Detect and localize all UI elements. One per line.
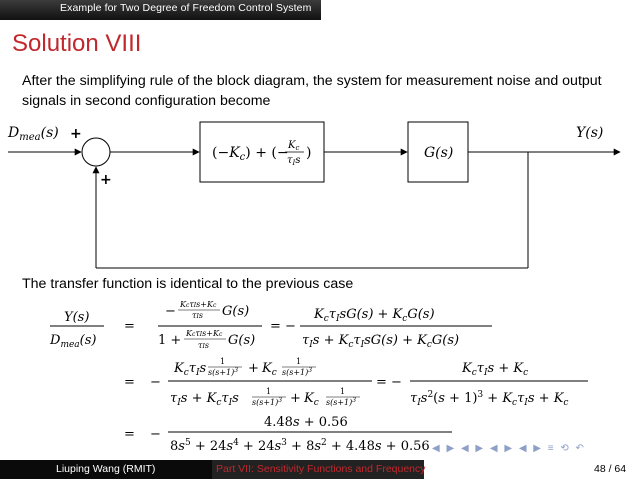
- svg-text:=: =: [124, 427, 135, 442]
- svg-text:=: =: [124, 319, 135, 334]
- equation-block: [0, 300, 638, 460]
- svg-text:1: 1: [340, 387, 346, 396]
- svg-text:KcτIs+Kc: KcτIs+Kc: [180, 300, 217, 309]
- beamer-nav-icons[interactable]: ◀ ▶ ◀ ▶ ◀ ▶ ◀ ▶ ≡ ⟲ ↶: [432, 443, 586, 454]
- svg-text:Kc: $K_c$: [262, 361, 277, 378]
- svg-text:s(s+1)3: $s(s+1)^3$: [208, 367, 239, 377]
- svg-text:Kc: $K_c$: [304, 391, 319, 408]
- summing-junction: [82, 138, 110, 166]
- svg-text:s(s+1)3: $s(s+1)^3$: [326, 397, 357, 407]
- svg-text:1: 1: [296, 357, 302, 366]
- svg-text:1 +: 1 +: [158, 333, 182, 348]
- svg-text:KcτIsG(s) + KcG(s): $K_c\tau_IsG(s) + K_cG(s)$: [314, 307, 435, 324]
- svg-text:s(s+1)3: $s(s+1)^3$: [252, 397, 283, 407]
- svg-text:−: −: [150, 375, 161, 390]
- svg-text:Y(s): Y(s): [64, 310, 90, 325]
- svg-text:KcτIs + Kc: $K_c\tau_Is + K_c$: [462, 361, 529, 378]
- svg-text:Kc: $K_c$: [288, 140, 300, 152]
- svg-text:−: −: [165, 304, 176, 319]
- transfer-function-statement: The transfer function is identical to the previous case: [22, 276, 354, 292]
- svg-text:τIs: τIs: [198, 341, 209, 350]
- intro-text: After the simplifying rule of the block diagram, the system for measurement noise and output signals in second configuration become: [22, 73, 602, 109]
- svg-text:8s5 + 24s4 + 24s3 + 8s2 + 4.48: $8s^5 + 24s^4 + 24s^3 + 8s^2 + 4.48s + 0.56$: [170, 438, 430, 454]
- plus-sign-bottom: +: [100, 172, 112, 188]
- svg-text:KcτIs+Kc: KcτIs+Kc: [186, 329, 223, 338]
- svg-text:τIs: τIs: [192, 311, 203, 320]
- plant-label: G(s): [424, 145, 454, 161]
- svg-text:(−Kc) + (−: $(-K_c)$ + (−: [212, 145, 289, 163]
- svg-text:= −: = −: [270, 319, 296, 334]
- svg-text:KcτIs: $K_c\tau_Is$: [174, 361, 207, 378]
- svg-text:1: 1: [220, 357, 226, 366]
- svg-text:G(s): G(s): [222, 304, 250, 319]
- section-title: Example for Two Degree of Freedom Control System: [60, 2, 312, 14]
- footer-page: 48 / 64: [594, 463, 627, 475]
- plus-sign-top: +: [70, 126, 82, 142]
- svg-text:τIs: $\tau_Is$: [287, 155, 301, 167]
- svg-text:Dmea(s): $D_{mea}(s)$: [50, 333, 97, 350]
- output-label: Y(s): [576, 125, 604, 141]
- svg-text:−: −: [150, 427, 161, 442]
- svg-text:s(s+1)3: $s(s+1)^3$: [282, 367, 313, 377]
- svg-text:4.48s + 0.56: 4.48s + 0.56: [264, 415, 348, 430]
- svg-text:τIs2(s + 1)3 + KcτIs + Kc: $\tau_Is^2(s + 1)^3 + K_c\tau_Is + K_c$: [410, 390, 569, 408]
- svg-text:G(s): G(s): [228, 333, 256, 348]
- input-label: $D_{mea}(s)$: [8, 125, 59, 143]
- svg-text:τIs + KcτIsG(s) + KcG(s): $\tau_Is + K_c\tau_IsG(s) + K_cG(s)$: [302, 333, 460, 350]
- footer-bar: [0, 460, 638, 479]
- svg-text:): ): [306, 145, 312, 161]
- footer-author: Liuping Wang (RMIT): [56, 463, 156, 475]
- svg-text:=: =: [124, 375, 135, 390]
- controller-expression: [212, 140, 311, 167]
- header-bar: [0, 0, 638, 22]
- svg-text:+: +: [248, 361, 259, 376]
- footer-part: Part VII: Sensitivity Functions and Frequency: [216, 463, 426, 475]
- slide-title: Solution VIII: [12, 30, 142, 57]
- block-diagram: [0, 118, 638, 278]
- svg-text:+: +: [290, 391, 301, 406]
- svg-text:1: 1: [266, 387, 272, 396]
- svg-text:τIs + KcτIs: $\tau_Is + K_c\tau_Is$: [170, 391, 239, 408]
- svg-text:= −: = −: [376, 375, 402, 390]
